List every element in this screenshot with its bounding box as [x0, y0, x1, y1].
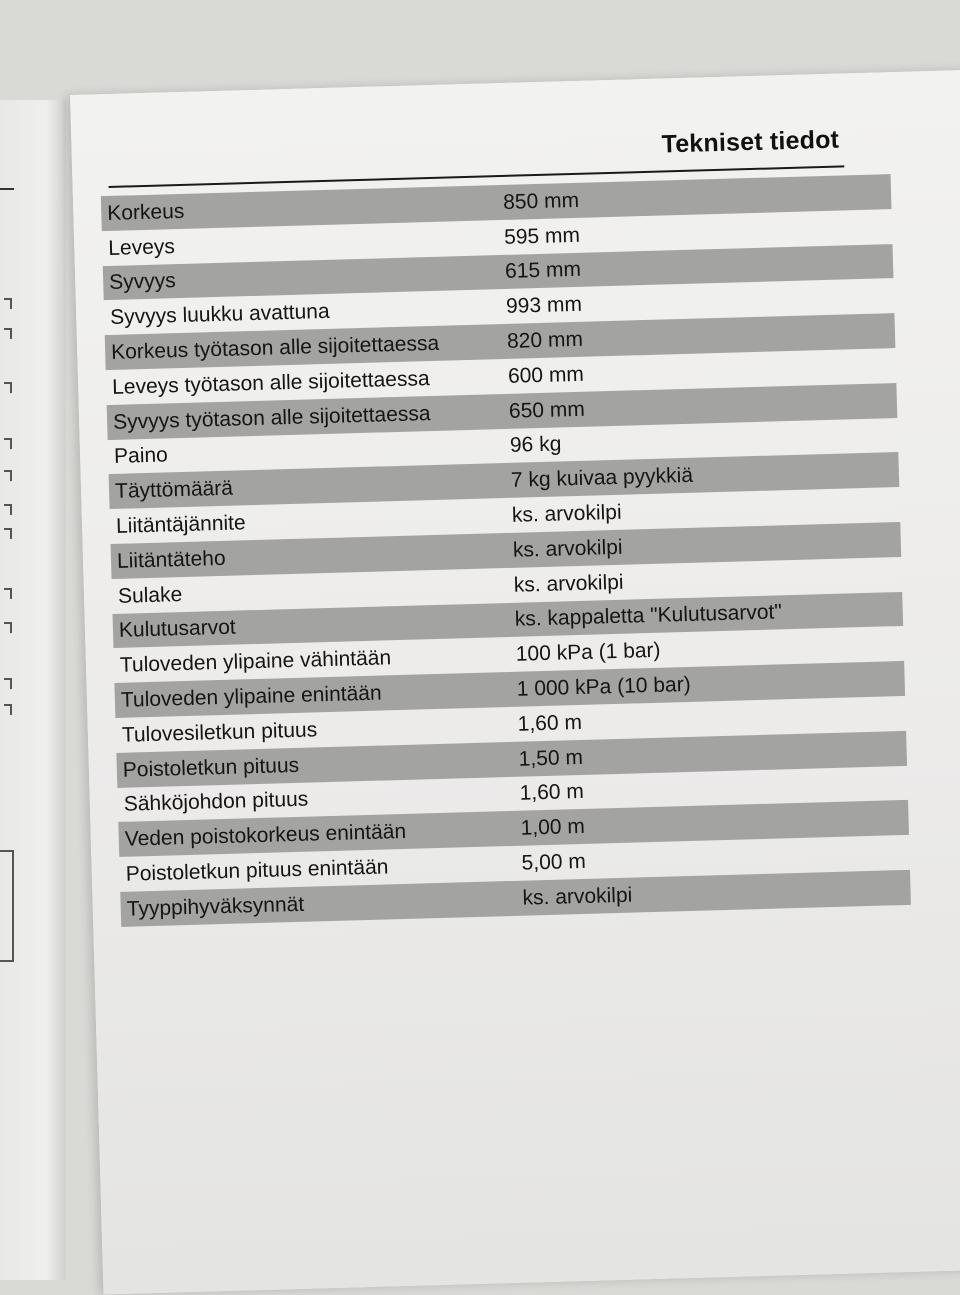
left-page-mark — [4, 588, 12, 599]
spec-label: Täyttömäärä — [114, 476, 234, 504]
spec-label: Veden poistokorkeus enintään — [124, 820, 407, 851]
left-page-mark — [4, 704, 12, 715]
spec-label: Syvyys luukku avattuna — [109, 300, 330, 330]
spec-label: Syvyys — [108, 269, 177, 295]
spec-label: Liitäntäteho — [116, 546, 226, 573]
spec-label: Syvyys työtason alle sijoitettaessa — [112, 401, 431, 434]
left-page-mark — [4, 328, 12, 339]
spec-value: 1,00 m — [520, 815, 586, 840]
spec-value: 7 kg kuivaa pyykkiä — [510, 464, 694, 493]
spec-value: ks. arvokilpi — [513, 570, 624, 597]
left-page-mark — [4, 528, 12, 539]
spec-value: 5,00 m — [521, 849, 587, 875]
spec-value: 1,60 m — [517, 710, 583, 736]
spec-value: 850 mm — [502, 188, 580, 214]
spec-value: 600 mm — [507, 362, 585, 388]
spec-label: Poistoletkun pituus enintään — [125, 855, 389, 886]
left-page-mark — [4, 298, 12, 309]
spec-value: ks. arvokilpi — [522, 883, 633, 910]
spec-label: Paino — [113, 443, 169, 469]
left-page-mark — [4, 678, 12, 689]
spec-value: 993 mm — [505, 293, 583, 319]
spec-value: 595 mm — [503, 223, 581, 249]
spec-label: Tuloveden ylipaine enintään — [120, 681, 382, 712]
left-page-rule — [0, 188, 14, 190]
spec-label: Kulutusarvot — [118, 616, 236, 643]
left-page-mark — [4, 622, 12, 633]
spec-value: 1 000 kPa (10 bar) — [516, 672, 691, 701]
spec-value: ks. arvokilpi — [512, 535, 623, 562]
spec-label: Leveys — [107, 234, 176, 260]
spec-label: Tuloveden ylipaine vähintään — [119, 646, 392, 678]
spec-value: ks. arvokilpi — [511, 500, 622, 527]
spec-value: 96 kg — [509, 432, 562, 458]
spec-value: 615 mm — [504, 258, 582, 284]
spec-label: Liitäntäjännite — [115, 511, 246, 538]
spec-value: 1,60 m — [519, 780, 585, 806]
left-page-mark — [4, 382, 12, 393]
spec-value: 1,50 m — [518, 745, 584, 771]
spec-value: ks. kappaletta "Kulutusarvot" — [514, 600, 783, 632]
spec-label: Leveys työtason alle sijoitettaessa — [111, 366, 430, 399]
spec-table — [101, 174, 911, 927]
spec-label: Sulake — [117, 582, 183, 608]
page-title: Tekniset tiedot — [661, 125, 840, 159]
left-page-box — [0, 850, 14, 962]
spec-value: 650 mm — [508, 397, 586, 423]
spec-label: Tyyppihyväksynnät — [126, 892, 305, 921]
left-page-mark — [4, 470, 12, 481]
left-page-mark — [4, 504, 12, 515]
manual-page — [70, 70, 960, 1295]
spec-label: Korkeus työtason alle sijoitettaessa — [110, 331, 440, 365]
spec-label: Poistoletkun pituus — [122, 753, 300, 782]
spec-label: Sähköjohdon pituus — [123, 788, 309, 817]
left-page-mark — [4, 438, 12, 449]
left-page — [0, 100, 66, 1280]
spec-value: 820 mm — [506, 327, 584, 353]
spec-label: Korkeus — [106, 199, 185, 225]
spec-label: Tulovesiletkun pituus — [121, 718, 318, 747]
spec-value: 100 kPa (1 bar) — [515, 638, 661, 667]
